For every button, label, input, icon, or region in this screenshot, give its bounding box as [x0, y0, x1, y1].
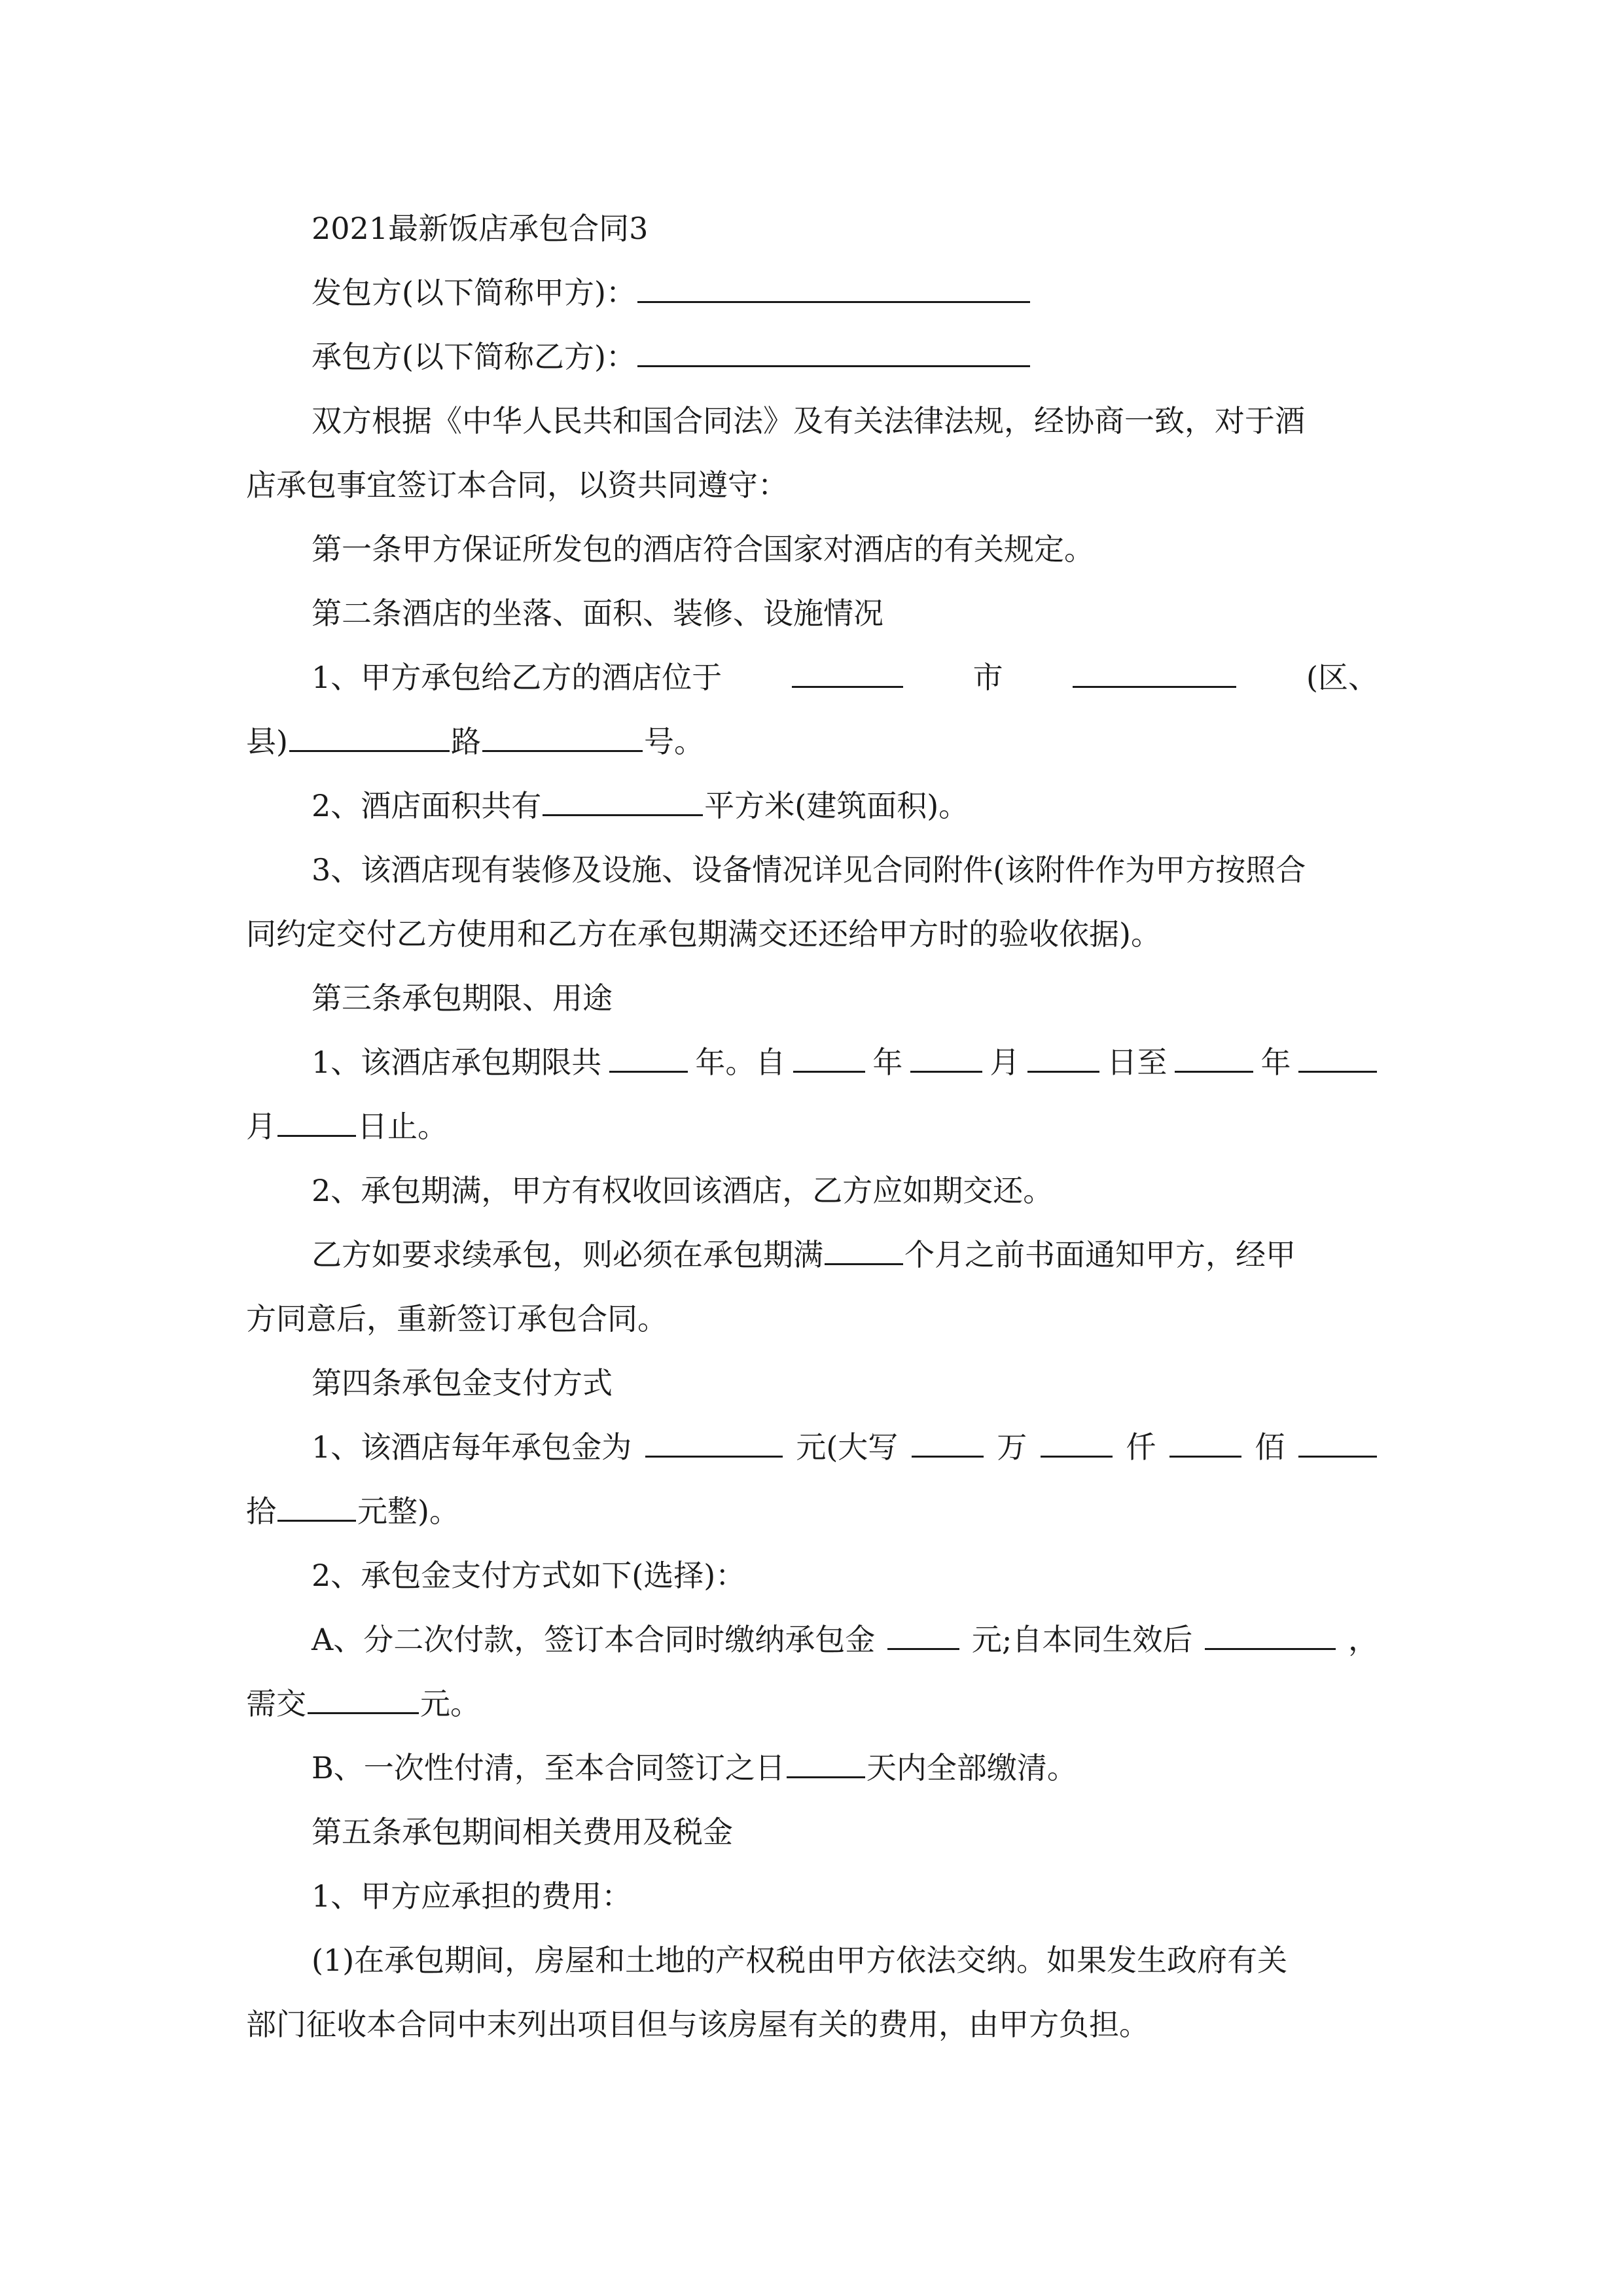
start-month-label: 月 [990, 1045, 1020, 1080]
article-4-item-1-line-1 [246, 1415, 1378, 1479]
party-a-line [246, 260, 1378, 325]
option-b-end: 天内全部缴清。 [866, 1750, 1077, 1785]
end-day-label: 日止。 [357, 1109, 448, 1144]
end-day-blank [277, 1109, 356, 1137]
term-from-label: 年。自 [695, 1045, 786, 1080]
article-3-item-1-line-2 [246, 1094, 1378, 1158]
area-unit: 平方米(建筑面积)。 [704, 788, 969, 823]
article-4-option-a-line-2 [246, 1672, 1378, 1736]
city-label: 市 [972, 660, 1003, 695]
location-label: 1、甲方承包给乙方的酒店位于 [312, 660, 722, 695]
county-label: 县) [246, 724, 288, 759]
article-5-title: 第五条承包期间相关费用及税金 [312, 1814, 733, 1850]
bai-label: 佰 [1255, 1429, 1285, 1465]
article-2-title: 第二条酒店的坐落、面积、装修、设施情况 [312, 596, 883, 631]
party-b-line [246, 325, 1378, 389]
article-5-para-1-line-2: 部门征收本合同中末列出项目但与该房屋有关的费用，由甲方负担。 [246, 2007, 1149, 2042]
shi-label: 拾 [246, 1494, 276, 1529]
end-year-label: 年 [1260, 1045, 1291, 1080]
article-4-option-a-line-1 [246, 1607, 1378, 1672]
term-label: 1、该酒店承包期限共 [312, 1045, 602, 1080]
contract-page [246, 196, 1378, 2056]
renew-label: 乙方如要求续承包，则必须在承包期满 [312, 1237, 823, 1272]
bai-blank [1169, 1429, 1241, 1458]
second-payment-label: 需交 [246, 1686, 306, 1721]
yuan-label: 元整)。 [357, 1494, 459, 1529]
article-2-item-2 [246, 774, 1378, 838]
party-a-label: 发包方(以下简称甲方)： [312, 275, 636, 310]
party-a-blank [637, 275, 1030, 303]
start-year-blank [793, 1045, 865, 1073]
start-month-blank [910, 1045, 982, 1073]
option-a-label: A、分二次付款，签订本合同时缴纳承包金 [312, 1622, 876, 1657]
shi-blank [1298, 1429, 1377, 1458]
wan-label: 万 [997, 1429, 1027, 1465]
area-label: 2、酒店面积共有 [312, 788, 542, 823]
fee-label: 1、该酒店每年承包金为 [312, 1429, 632, 1465]
article-3-item-2: 2、承包期满，甲方有权收回该酒店，乙方应如期交还。 [312, 1173, 1054, 1208]
intro-line-2: 店承包事宜签订本合同，以资共同遵守： [246, 467, 788, 503]
contract-title: 2021最新饭店承包合同3 [312, 211, 649, 246]
road-blank [482, 724, 643, 752]
road-label: 路 [450, 724, 481, 759]
after-effective-label: 元;自本同生效后 [971, 1622, 1193, 1657]
article-4-title: 第四条承包金支付方式 [312, 1365, 613, 1401]
article-2-item-1-line-2 [246, 709, 1378, 774]
end-month-blank [1298, 1045, 1377, 1073]
article-4-item-2: 2、承包金支付方式如下(选择)： [312, 1558, 746, 1593]
number-label: 号。 [643, 724, 704, 759]
first-payment-blank [887, 1622, 959, 1650]
article-3-title: 第三条承包期限、用途 [312, 980, 613, 1016]
end-month-label: 月 [246, 1109, 276, 1144]
article-3-renew-line-1 [246, 1223, 1378, 1287]
article-5-item-1: 1、甲方应承担的费用： [312, 1878, 632, 1914]
second-payment-blank [308, 1686, 419, 1714]
option-b-label: B、一次性付清，至本合同签订之日 [312, 1750, 785, 1785]
party-b-label: 承包方(以下简称乙方)： [312, 339, 636, 374]
start-year-label: 年 [872, 1045, 903, 1080]
article-3-item-1-line-1 [246, 1030, 1378, 1094]
fee-amount-blank [645, 1429, 783, 1458]
area-blank [543, 788, 703, 816]
intro-line-1: 双方根据《中华人民共和国合同法》及有关法律法规，经协商一致，对于酒 [312, 403, 1305, 439]
end-year-blank [1175, 1045, 1253, 1073]
days-blank [787, 1750, 865, 1778]
start-day-blank [1027, 1045, 1099, 1073]
city-blank [792, 660, 903, 688]
qian-blank [1041, 1429, 1113, 1458]
article-4-item-1-line-2 [246, 1479, 1378, 1543]
article-2-item-3-line-2: 同约定交付乙方使用和乙方在承包期满交还还给甲方时的验收依据)。 [246, 916, 1161, 952]
comma: ， [1347, 1622, 1378, 1657]
article-1: 第一条甲方保证所发包的酒店符合国家对酒店的有关规定。 [312, 531, 1094, 567]
article-4-option-b [246, 1736, 1378, 1800]
article-3-renew-line-2: 方同意后，重新签订承包合同。 [246, 1301, 668, 1336]
second-payment-unit: 元。 [420, 1686, 480, 1721]
article-2-item-1-line-1 [246, 645, 1378, 709]
renew-months-blank [825, 1237, 903, 1265]
county-blank [289, 724, 450, 752]
fee-capital-label: 元(大写 [796, 1429, 899, 1465]
wan-blank [912, 1429, 984, 1458]
renew-notice-label: 个月之前书面通知甲方，经甲 [904, 1237, 1296, 1272]
start-day-label: 日至 [1107, 1045, 1168, 1080]
party-b-blank [637, 339, 1030, 367]
article-5-para-1-line-1: (1)在承包期间，房屋和土地的产权税由甲方依法交纳。如果发生政府有关 [312, 1943, 1288, 1978]
district-label: (区、 [1306, 660, 1378, 695]
yuan-blank [277, 1494, 356, 1522]
qian-label: 仟 [1126, 1429, 1156, 1465]
term-years-blank [609, 1045, 688, 1073]
after-effective-blank [1205, 1622, 1336, 1650]
district-blank [1073, 660, 1236, 688]
article-2-item-3-line-1: 3、该酒店现有装修及设施、设备情况详见合同附件(该附件作为甲方按照合 [312, 852, 1306, 888]
